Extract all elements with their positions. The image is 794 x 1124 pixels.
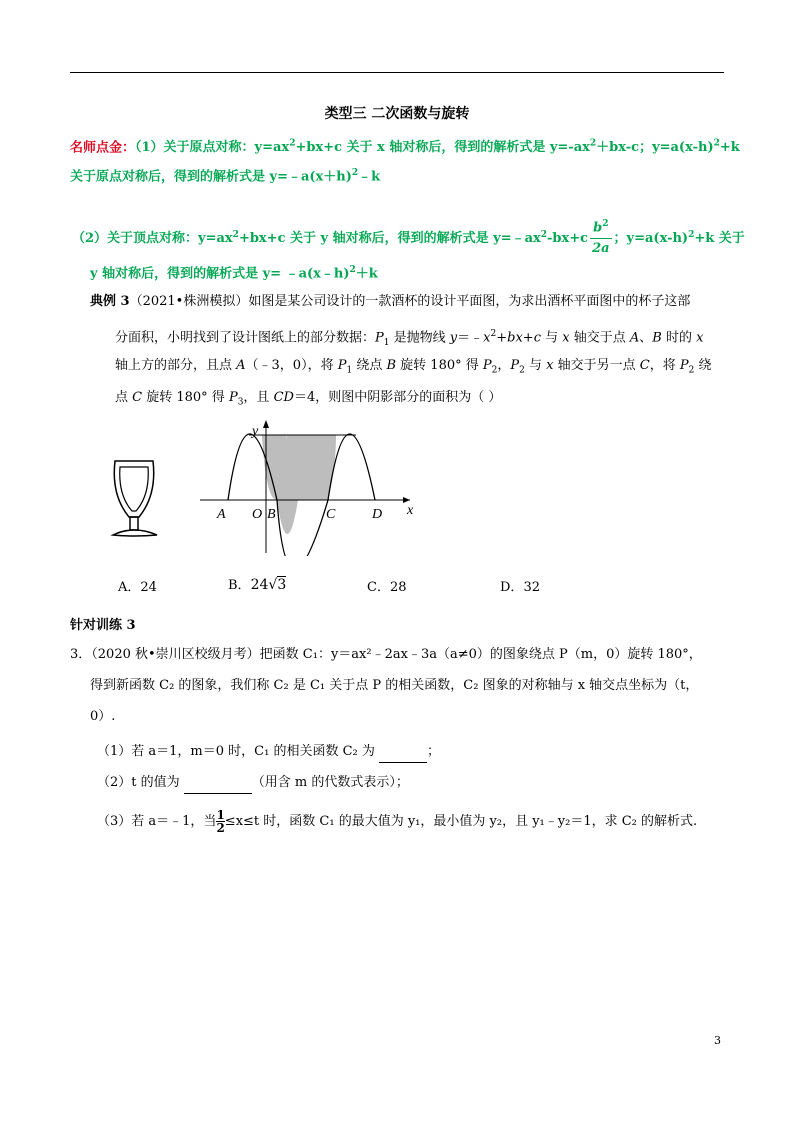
- wine-glass-figure: [105, 455, 170, 547]
- example-line-1: 典例 3（2021•株洲模拟）如图是某公司设计的一款酒杯的设计平面图，为求出酒杯平面图中的杯子这部: [90, 294, 691, 309]
- example-label: 典例 3: [90, 294, 130, 309]
- answer-blank-2[interactable]: [184, 773, 252, 794]
- answer-blank-1[interactable]: [379, 742, 427, 763]
- label-x: x: [407, 503, 414, 518]
- label-D: D: [372, 507, 383, 522]
- label-C: C: [326, 507, 336, 522]
- subquestion-1: （1）若 a＝1，m＝0 时，C₁ 的相关函数 C₂ 为 ；: [97, 742, 440, 763]
- label-y: y: [252, 424, 259, 439]
- label-B: B: [267, 507, 276, 522]
- example-line-3: 轴上方的部分，且点 A（﹣3，0），将 $P_1$ 绕点 B 旋转 180° 得 $P_2$，$P_2$ 与 x 轴交于另一点 C，将 $P_2$ 绕: [115, 358, 712, 376]
- label-O: O: [252, 507, 263, 522]
- choice-c[interactable]: C．28: [367, 580, 407, 595]
- one-half-fraction: $\frac{1}{2}$: [216, 808, 225, 835]
- choice-d[interactable]: D．32: [500, 580, 540, 595]
- label-A: A: [217, 507, 226, 522]
- page-number: 3: [714, 1034, 721, 1047]
- tips-line-1: 名师点金：（1）关于原点对称：$y=ax^2+bx+c$ 关于 x 轴对称后，得到的解析式是 $y=-ax^2+bx-c$；$y=a(x-h)^2+k$: [70, 139, 740, 156]
- example-line-2: 分面积，小明找到了设计图纸上的部分数据：$P_1$ 是抛物线 $y=﹣x^2+bx+c$ 与 x 轴交于点 A、B 时的 x: [115, 329, 704, 348]
- parabola-graph: [195, 418, 420, 556]
- header-rule: [70, 72, 724, 73]
- subquestion-3: （3）若 a＝﹣1，当 $\frac{1}{2}\le x\le t$ 时，函数 C₁ 的最大值为 y₁，最小值为 y₂，且 y₁﹣y₂＝1，求 C₂ 的解析式.: [97, 808, 698, 835]
- subquestion-2: （2）t 的值为 （用含 m 的代数式表示）；: [97, 773, 409, 794]
- tips-line-2: 关于原点对称后，得到的解析式是 $y=﹣a(x+h)^2﹣k$: [70, 168, 381, 185]
- question-line-3: 0）.: [90, 709, 116, 724]
- choice-b[interactable]: B．24√3: [228, 577, 287, 593]
- training-heading: 针对训练 3: [70, 618, 136, 633]
- b-squared-over-2a: $\frac{b^2}{2a}$: [590, 214, 611, 259]
- example-line-4: 点 C 旋转 180° 得 $P_3$，且 CD＝4，则图中阴影部分的面积为（ ）: [115, 390, 502, 408]
- section-title: 类型三 二次函数与旋转: [324, 106, 470, 122]
- tips-line-3: （2）关于顶点对称：$y=ax^2+bx+c$ 关于 y 轴对称后，得到的解析式是 $y=﹣ax^2-bx+c$ $\frac{b^2}{2a}$ ；$y=a(x-h)^2+k$ 关于: [72, 216, 745, 261]
- question-line-1: 3．（2020 秋•崇川区校级月考）把函数 C₁：y＝ax²﹣2ax﹣3a（a≠0）的图象绕点 P（m，0）旋转 180°，: [70, 647, 702, 662]
- choice-a[interactable]: A．24: [118, 580, 157, 595]
- tips-line-4: y 轴对称后，得到的解析式是 y= ﹣a(x﹣h)$^2$＋k: [90, 265, 378, 282]
- question-line-2: 得到新函数 C₂ 的图象，我们称 C₂ 是 C₁ 关于点 P 的相关函数，C₂ 图象的对称轴与 x 轴交点坐标为（t，: [90, 678, 699, 693]
- tips-label: 名师点金：: [70, 140, 136, 156]
